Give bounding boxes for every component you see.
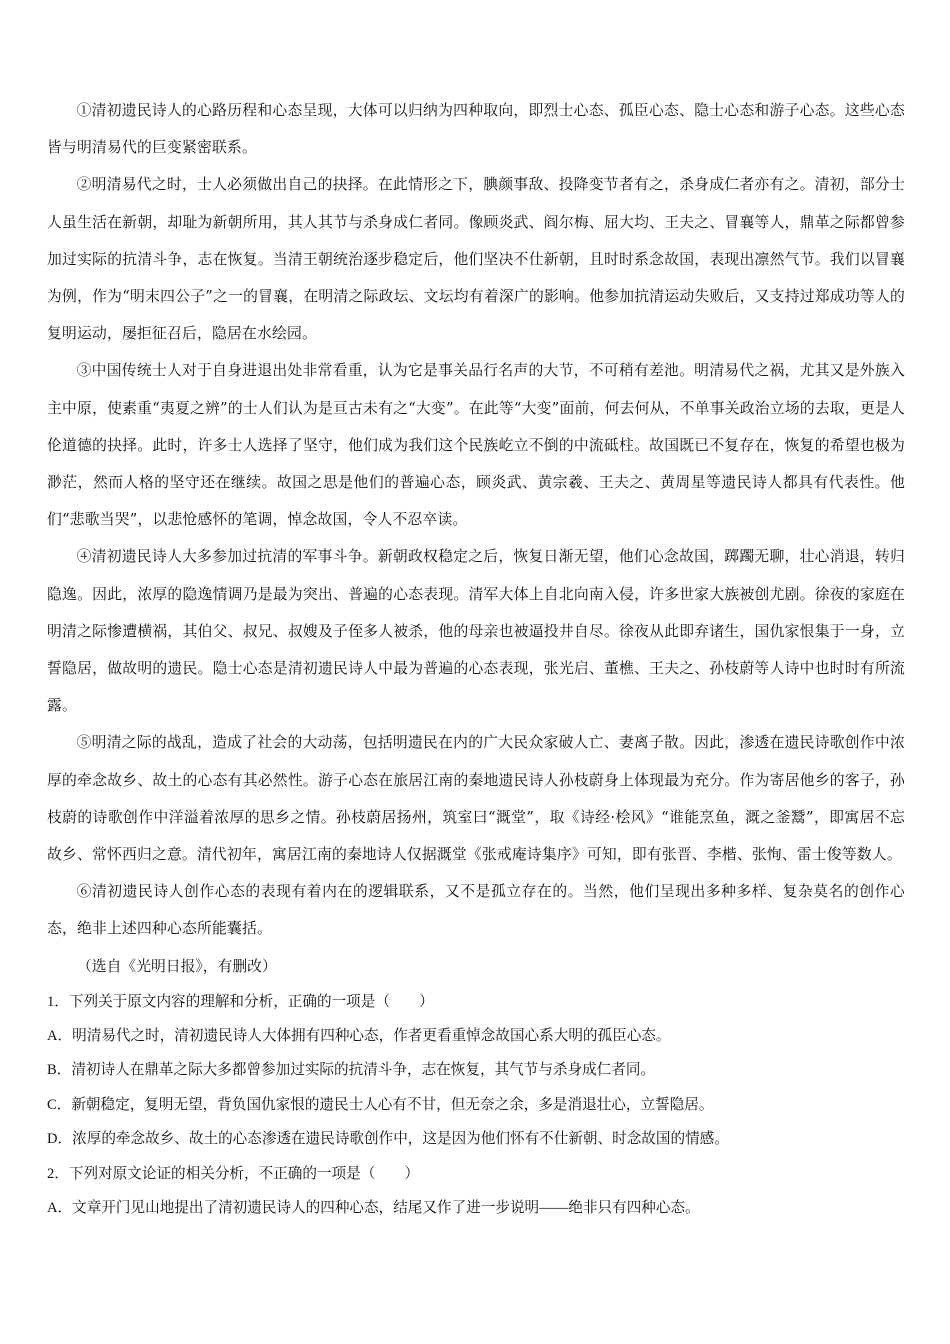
question-2-stem: 2．下列对原文论证的相关分析，不正确的一项是（ ）	[47, 1165, 420, 1182]
question-2-option-a: A．文章开门见山地提出了清初遗民诗人的四种心态，结尾又作了进一步说明——绝非只有四种心态。	[47, 1200, 700, 1217]
passage-paragraph-3: ③中国传统士人对于自身进退出处非常看重，认为它是事关品行名声的大节，不可稍有差池。明清易代之祸，尤其又是外族入主中原，使素重“夷夏之辨”的士人们认为是亘古未有之“大变”。在此等“大变”面前，何去何从，不单事关政治立场的去取，更是人伦道德的抉择。此时，许多士人选择了坚守，他们成为我们这个民族屹立不倒的中流砥柱。故国既已不复存在，恢复的希望也极为渺茫，然而人格的坚守还在继续。故国之思是他们的普遍心态，顾炎武、黄宗羲、王夫之、黄周星等遗民诗人都具有代表性。他们“悲歌当哭”，以悲怆感怀的笔调，悼念故国，令人不忍卒读。	[47, 362, 905, 529]
passage-source: （选自《光明日报》，有删改）	[77, 957, 277, 975]
passage-paragraph-5: ⑤明清之际的战乱，造成了社会的大动荡，包括明遗民在内的广大民众家破人亡、妻离子散。因此，渗透在遗民诗歌创作中浓厚的牵念故乡、故土的心态有其必然性。游子心态在旅居江南的秦地遗民诗人孙枝蔚身上体现最为充分。作为寄居他乡的客子，孙枝蔚的诗歌创作中洋溢着浓厚的思乡之情。孙枝蔚居扬州，筑室曰“溉堂”，取《诗经·桧风》“谁能烹鱼，溉之釜鬵”，即寓居不忘故乡、常怀西归之意。清代初年，寓居江南的秦地诗人仅据溉堂《张戒庵诗集序》可知，即有张晋、李楷、张恂、雷士俊等数人。	[47, 734, 905, 864]
question-1-option-d: D．浓厚的牵念故乡、故土的心态渗透在遗民诗歌创作中，这是因为他们怀有不仕新朝、时念故国的情感。	[47, 1131, 729, 1148]
document-content	[47, 92, 905, 1226]
passage-paragraph-1: ①清初遗民诗人的心路历程和心态呈现，大体可以归纳为四种取向，即烈士心态、孤臣心态、隐士心态和游子心态。这些心态皆与明清易代的巨变紧密联系。	[47, 102, 905, 157]
question-2	[47, 1157, 905, 1226]
question-1-option-a: A．明清易代之时，清初遗民诗人大体拥有四种心态，作者更看重悼念故国心系大明的孤臣心态。	[47, 1028, 671, 1045]
question-1-option-b: B．清初诗人在鼎革之际大多都曾参加过实际的抗清斗争，志在恢复，其气节与杀身成仁者同。	[47, 1062, 656, 1079]
question-1-option-c: C．新朝稳定，复明无望，背负国仇家恨的遗民士人心有不甘，但无奈之余，多是消退壮心，立誓隐居。	[47, 1096, 714, 1113]
question-1	[47, 985, 905, 1157]
question-1-stem: 1．下列关于原文内容的理解和分析，正确的一项是（ ）	[47, 993, 434, 1010]
passage-paragraph-4: ④清初遗民诗人大多参加过抗清的军事斗争。新朝政权稳定之后，恢复日渐无望，他们心念故国，踯躅无聊，壮心消退，转归隐逸。因此，浓厚的隐逸情调乃是最为突出、普遍的心态表现。清军大体上自北向南入侵，许多世家大族被创尤剧。徐夜的家庭在明清之际惨遭横祸，其伯父、叔兄、叔嫂及子侄多人被杀，他的母亲也被逼投井自尽。徐夜从此即弃诸生，国仇家恨集于一身，立誓隐居，做故明的遗民。隐士心态是清初遗民诗人中最为普遍的心态表现，张光启、董樵、王夫之、孙枝蔚等人诗中也时时有所流露。	[47, 548, 905, 715]
passage-paragraph-2: ②明清易代之时，士人必须做出自己的抉择。在此情形之下，腆颜事敌、投降变节者有之，杀身成仁者亦有之。清初，部分士人虽生活在新朝，却耻为新朝所用，其人其节与杀身成仁者同。像顾炎武、阎尔梅、屈大均、王夫之、冒襄等人，鼎革之际都曾参加过实际的抗清斗争，志在恢复。当清王朝统治逐步稳定后，他们坚决不仕新朝，且时时系念故国，表现出凛然气节。我们以冒襄为例，作为“明末四公子”之一的冒襄，在明清之际政坛、文坛均有着深广的影响。他参加抗清运动失败后，又支持过郑成功等人的复明运动，屡拒征召后，隐居在水绘园。	[47, 176, 905, 343]
passage-paragraph-6: ⑥清初遗民诗人创作心态的表现有着内在的逻辑联系，又不是孤立存在的。当然，他们呈现出多种多样、复杂莫名的创作心态，绝非上述四种心态所能囊括。	[47, 883, 905, 938]
